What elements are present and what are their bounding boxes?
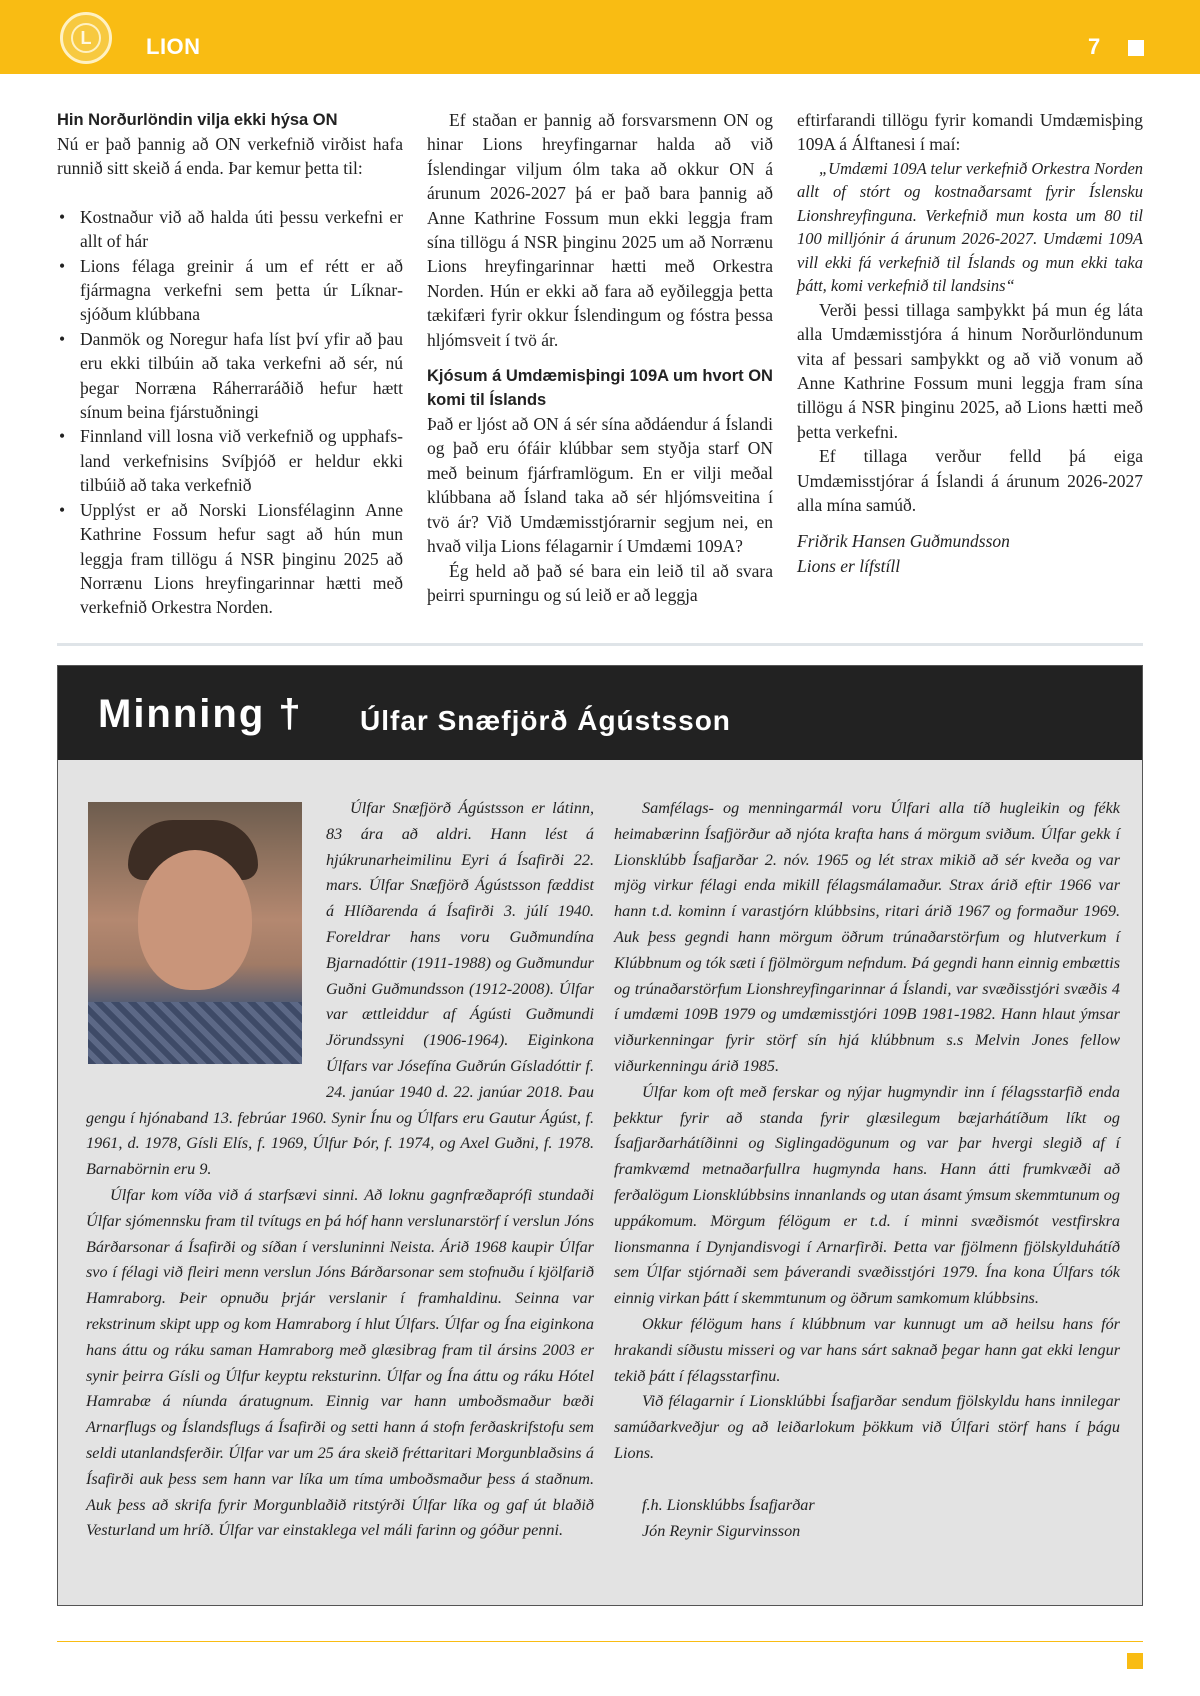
- article-paragraph: Ef tillaga verður felld þá eiga Umdæmisstjórar á Íslandi á árunum 2026-2027 alla mína samúð.: [797, 446, 1143, 516]
- author-title: Lions er lífstíll: [797, 555, 901, 576]
- bullet-item: • Danmök og Noregur hafa líst því yfir að þau eru ekki tilbúin að taka verkefni að sér, nú þegar Norræna Ráherraráðið hefur hætt sínum beina fjárstuðningi: [57, 327, 403, 425]
- obituary-paragraph: Úlfar kom víða við á starfsævi sinni. Að loknu gagnfræðaprófi stundaði Úlfar sjómennsku fram til tvítugs en þá hóf hann verslunarstörf í verslun Jóns Bárðarsonar á Ísafirði og síðan í versluninni Neista. Árið 1968 kaupir Úlfar svo í félagi við fleiri menn verslun Jóns Bárðarsonar sem stofnuðu í kjölfarið Hamraborg. Þeir opnuðu þrjár verslanir í framhaldinu. Seinna var rekstrinum skipt upp og kom Hamraborg í hlut Úlfars. Úlfar og Ína eiginkona hans áttu og ráku saman Hamraborg með glæsibrag fram til ársins 2003 er synir þeirra Gísli og Úlfur keyptu reksturinn. Úlfar og Ína áttu og ráku Hótel Hamrabæ á níunda áratugnum. Einnig var hann umboðsmaður bæði Arnarflugs og Íslandsflugs á Ísafirði og setti hann á stofn ferðaskrifstofu sem seldi utanlandsferðir. Úlfar var um 25 ára skeið fréttaritari Morgunblaðsins á Ísafirði auk þess sem hann var líka um tíma umboðsmaður þess á staðnum. Auk þess að skrifa fyrir Morgunblaðið ritstýrði Úlfar líka og gaf út blaðið Vesturland um hríð. Úlfar var einstaklega vel máli farinn og góður penni.: [86, 1185, 594, 1540]
- obituary-box: [57, 665, 1143, 1606]
- article-paragraph: eftirfarandi tillögu fyrir komandi Umdæmisþing 109A á Álftanesi í maí:: [797, 110, 1143, 155]
- page-number: 7: [1088, 34, 1101, 59]
- bullet-item: • Kostnaður við að halda úti þessu verkefni er allt of hár: [57, 205, 403, 254]
- header-square-decoration: [1128, 40, 1144, 56]
- obituary-paragraph: Við félagarnir í Lionsklúbbi Ísafjarðar sendum fjölskyldu hans innilegar samúðarkveðjur og að leiðarlokum þökkum við Úlfari störf hans í þágu Lions.: [614, 1392, 1120, 1462]
- article-paragraph: Ég held að það sé bara ein leið til að svara þeirri spurningu og sú leið er að leggja: [427, 560, 773, 605]
- obituary-title: Minning †: [98, 692, 303, 736]
- proposal-quote: „Umdæmi 109A telur verkefnið Orkestra Norden allt of stórt og kostnaðarsamt fyrir Íslensku Lionshreyfinguna. Verkefnið mun kosta um 80 til 100 milljónir á árunum 2026-2027. Umdæmi 109A vill ekki fá verkefnið til Íslands og mun ekki taka þátt, komi verkefnið til landsins“: [797, 158, 1144, 296]
- lions-logo-letter: L: [71, 23, 101, 53]
- magazine-name: LION: [146, 34, 201, 59]
- article-paragraph: Nú er það þannig að ON verkefnið virðist hafa runnið sitt skeið á enda. Þar kemur þetta til:: [57, 134, 403, 179]
- obituary-paragraph: Samfélags- og menningarmál voru Úlfari alla tíð hugleikin og fékk heimabærinn Ísafjörður að njóta krafta hans á mörgum sviðum. Úlfar gekk í Lionsklúbb Ísafjarðar 2. nóv. 1965 og lét strax mikið að sér kveða og var mjög virkur félagi enda mikill félagsmálamaður. Strax árið eftir 1966 var hann t.d. kominn í varastjórn klúbbsins, ritari árið 1967 og formaður 1969. Auk þess gegndi hann mörgum öðrum trúnaðarstörfum og hlutverkum í Klúbbnum og tók sæti í fjölmörgum nefndum. Þá gegndi hann einnig embættis og trúnaðarstörfum Lionshreyfingarinnar á Íslandi, var svæðisstjóri svæðis 4 í umdæmi 109B 1979 og umdæmisstjóri 109B 1981-1982. Hann hlaut ýmsar viðurkenningar fyrir störf sín hjá klúbbnum s.s Melvin Jones fellow viðurkenningu árið 1985.: [614, 799, 1120, 1075]
- article-column-2: [427, 108, 773, 607]
- author-name: Friðrik Hansen Guðmundsson: [797, 531, 1010, 552]
- article-paragraph: Verði þessi tillaga samþykkt þá mun ég láta alla Umdæmisstjóra á hinum Norðurlöndunum vita af þessari samþykkt og að við vonum að Anne Kathrine Fossum muni leggja fram sína tillögu á NSR þinginu 2025, að Lions hætti með þetta verkefni.: [797, 299, 1143, 442]
- obituary-column-left: [86, 796, 594, 1544]
- page-header: [0, 0, 1200, 74]
- bullet-list: [57, 205, 403, 620]
- footer-line: [57, 1641, 1143, 1642]
- article-paragraph: Ef staðan er þannig að forsvarsmenn ON og hinar Lions hreyfingarnar halda að við Íslendingar viljum ólm taka að okkur ON á árunum 2026-2027 þá er það bara þannig að Anne Kathrine Fossum mun ekki leggja fram sína tillögu á NSR þinginu 2025 um að Norrænu Lions hreyfingarinnar hætti með Orkestra Norden. Hún er ekki að fara að eyðileggja þetta tækifæri fyrir okkur Íslendingum og fóstra þessa hljómsveit í tvö ár.: [427, 110, 773, 350]
- obituary-paragraph: Úlfar Snæfjörð Ágústsson er látinn, 83 ára að aldri. Hann lést á hjúkrunarheimilinu Eyri á Ísafirði 22. mars. Úlfar Snæfjörð Ágústsson fæddist á Hlíðarenda á Ísafirði 3. júlí 1940. Foreldrar hans voru Guðmundína Bjarnadóttir (1911-1988) og Guðmundur Guðni Guðmundsson (1912-2008). Úlfar var ættleiddur af Ágústi Guðmundi Jörundssyni (1906-1964). Eiginkona Úlfars var Jósefína Guðrún Gísladóttir f. 24. janúar 1940 d. 22. janúar 2018. Þau gengu í hjónaband 13. febrúar 1960. Synir Ínu og Úlfars eru Gautur Ágúst, f. 1961, d. 1978, Gísli Elís, f. 1969, Úlfur Þór, f. 1974, og Axel Guðni, f. 1978. Barnabörnin eru 9.: [86, 799, 594, 1179]
- article-subheading: Kjósum á Umdæmisþingi 109A um hvort ON komi til Íslands: [427, 367, 773, 410]
- lions-logo-icon: [60, 12, 112, 64]
- article-heading: Hin Norðurlöndin vilja ekki hýsa ON: [57, 111, 338, 129]
- signature-name: Jón Reynir Sigurvinsson: [642, 1521, 801, 1540]
- signature-club: f.h. Lionsklúbbs Ísafjarðar: [642, 1495, 815, 1514]
- article-paragraph: Það er ljóst að ON á sér sína aðdáendur á Íslandi og það eru ófáir klúbbar sem styðja starf ON með beinum fjárframlögum. En er vilji meðal klúbbana að Ísland taka að sér hljómsveitina í tvö ár? Við Umdæmisstjórarnir segjum nei, en hvað vilja Lions félagarnir í Umdæmi 109A?: [427, 414, 773, 557]
- obituary-header: [58, 666, 1142, 760]
- bullet-item: • Finnland vill losna við verkefnið og upphafsland verkefnisins Svíþjóð er heldur ekki tilbúið að taka verkefnið: [57, 424, 403, 497]
- article-column-3: [797, 108, 1143, 578]
- section-divider: [57, 643, 1143, 646]
- obituary-paragraph: Úlfar kom oft með ferskar og nýjar hugmyndir inn í félagsstarfið enda þekktur fyrir að standa fyrir glæsilegum bæjarhátíðum líkt og Ísafjarðarhátíðinni og Siglingadögunum og var þar hvergi slegið af í framkvæmd metnaðarfullra hugmynda hans. Hann átti frumkvæði að ferðalögum Lionsklúbbsins innanlands og utan ásamt ýmsum skemmtunum og uppákomum. Mörgum félögum er t.d. í minni svæðismót vestfirskra lionsmanna í Dynjandisvogi í Arnarfirði. Þetta var fjölmenn fjölskylduhátíð sem Úlfar stjórnaði sem þáverandi svæðisstjóri 1979. Ína kona Úlfars tók einnig virkan þátt í skemmtunum og öðrum samkomum klúbbsins.: [614, 1082, 1120, 1308]
- obituary-column-right: [614, 796, 1120, 1544]
- obituary-paragraph: Okkur félögum hans í klúbbnum var kunnugt um að heilsu hans fór hrakandi síðustu misseri og var hans sárt saknað þegar hann gat ekki lengur tekið þátt í félagsstarfinu.: [614, 1314, 1120, 1385]
- bullet-item: • Upplýst er að Norski Lionsfélaginn Anne Kathrine Fossum hefur sagt að hún mun leggja fram tillögu á NSR þinginu 2025 að Norrænu Lions hreyfingarinnar hætti með verkefnið Orkestra Norden.: [57, 498, 403, 620]
- obituary-name: Úlfar Snæfjörð Ágústsson: [360, 705, 731, 736]
- article-column-1: [57, 108, 403, 620]
- footer-square-decoration: [1127, 1653, 1143, 1669]
- bullet-item: • Lions félaga greinir á um ef rétt er að fjármagna verkefni sem þetta úr Líknarsjóðum klúbbana: [57, 254, 403, 327]
